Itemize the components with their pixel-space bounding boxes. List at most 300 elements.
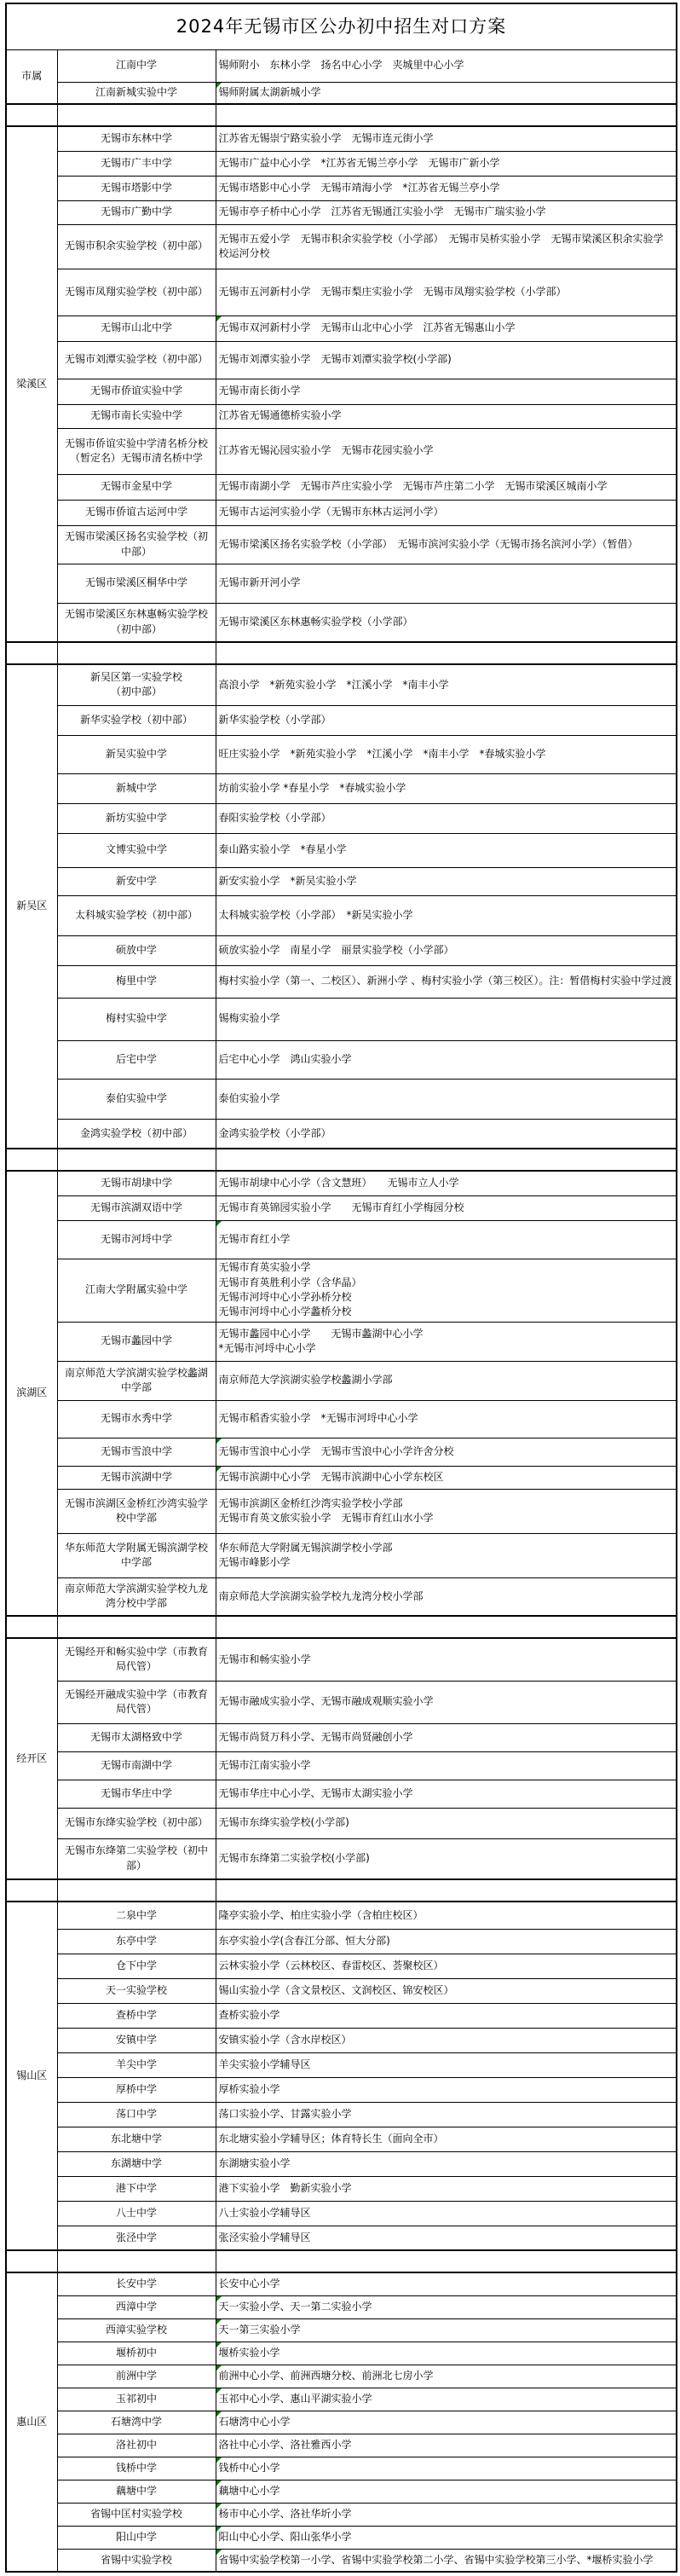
primary-school-list-line: 旺庄实验小学 *新苑实验小学 *江溪小学 *南丰小学 *春城实验小学: [218, 747, 546, 760]
middle-school-name: 安镇中学: [115, 2033, 157, 2046]
comment-marker-icon: [216, 2457, 222, 2463]
middle-school-name: 玉祁初中: [115, 2392, 157, 2405]
spacer-cell: [216, 1879, 677, 1902]
primary-schools-cell: [216, 2272, 677, 2295]
table-row: [6, 1119, 677, 1149]
primary-schools-cell: [216, 1780, 677, 1808]
spacer-cell: [6, 1149, 57, 1171]
primary-school-list-line: 无锡市雪浪中心小学 无锡市雪浪中心小学许舍分校: [218, 1444, 454, 1457]
middle-school-name: 无锡市梁溪区东林惠畅实验学校（初中部）: [64, 608, 208, 635]
middle-school-name: 太科城实验学校（初中部）: [74, 908, 198, 921]
primary-schools-cell: [216, 49, 677, 82]
primary-school-list-line: 长安中心小学: [218, 2278, 280, 2290]
primary-schools-cell: [216, 2226, 677, 2250]
primary-school-list-line: 江苏省无锡沁园实验小学 无锡市花园实验小学: [218, 444, 434, 457]
middle-school-cell: [57, 1361, 216, 1400]
table-row: [6, 1195, 677, 1220]
middle-school-cell: [57, 1838, 216, 1879]
table-row: [6, 2342, 677, 2365]
middle-school-name: 无锡市积余实验学校（初中部）: [64, 240, 208, 252]
middle-school-name: 金鸿实验学校（初中部）: [79, 1126, 193, 1139]
table-row: [6, 2102, 677, 2127]
primary-school-list-line: 八士实验小学辅导区: [218, 2206, 311, 2219]
table-row: [6, 1361, 677, 1400]
middle-school-name: 无锡市侨谊古运河中学: [84, 506, 187, 518]
primary-schools-cell: [216, 1723, 677, 1751]
primary-school-list-line: 无锡市滨湖中心小学 无锡市滨湖中心小学东校区: [218, 1470, 444, 1483]
table-row: [6, 803, 677, 833]
middle-school-name: （初中部）: [110, 686, 162, 698]
primary-school-list-line: *无锡市河埒中心小学: [218, 1342, 316, 1354]
table-row: [6, 664, 677, 705]
primary-schools-cell: [216, 867, 677, 895]
table-row: [6, 833, 677, 867]
middle-school-name: 长安中学: [115, 2278, 157, 2290]
middle-school-cell: [57, 2052, 216, 2077]
middle-school-name: 无锡市塔影中学: [100, 181, 172, 194]
middle-school-cell: [57, 1681, 216, 1723]
primary-schools-cell: [216, 1489, 677, 1533]
comment-marker-icon: [216, 1467, 222, 1472]
section-spacer-row: [6, 104, 677, 126]
primary-school-list-line: 无锡市河埒中心小学蠡桥分校: [218, 1305, 352, 1318]
table-row: [6, 998, 677, 1040]
primary-schools-cell: [216, 2176, 677, 2201]
primary-school-list-line: 金鸿实验学校（小学部）: [218, 1126, 331, 1139]
primary-school-list-line: 无锡市河埒中心小学孙桥分校: [218, 1291, 352, 1303]
primary-school-list-line: 无锡市五爱小学 无锡市积余实验学校（小学部） 无锡市吴桥实验小学 无锡市梁溪区积余实验学校运河分校: [218, 232, 664, 259]
middle-school-cell: [57, 2365, 216, 2388]
primary-school-list-line: 荡口实验小学、甘露实验小学: [218, 2107, 352, 2120]
primary-school-list-line: 硕放实验小学 南星小学 丽景实验学校（小学部）: [218, 943, 454, 956]
table-row: [6, 1171, 677, 1195]
table-row: [6, 200, 677, 224]
comment-marker-icon: [216, 2504, 222, 2509]
table-row: [6, 1638, 677, 1681]
table-row: [6, 1220, 677, 1259]
primary-schools-cell: [216, 200, 677, 224]
middle-school-cell: [57, 1040, 216, 1079]
primary-school-list-line: 锡山实验小学（含文景校区、文润校区、锦安校区）: [218, 1983, 454, 1996]
middle-school-cell: [57, 1220, 216, 1259]
middle-school-cell: [57, 1119, 216, 1149]
middle-school-name: 无锡市广丰中学: [100, 156, 172, 169]
table-row: [6, 1079, 677, 1119]
primary-school-list-line: 无锡市东绛第二实验学校(小学部): [218, 1852, 370, 1865]
primary-school-list-line: 无锡市和畅实验小学: [218, 1653, 311, 1665]
middle-school-cell: [57, 500, 216, 525]
middle-school-name: 天一实验学校: [105, 1983, 167, 1996]
primary-school-list-line: 羊尖实验小学辅导区: [218, 2058, 311, 2070]
middle-school-name: 八士中学: [115, 2206, 157, 2219]
middle-school-name: 无锡市南长实验中学: [89, 409, 182, 422]
primary-school-list-line: 无锡市南湖小学 无锡市芦庄实验小学 无锡市芦庄第二小学 无锡市梁溪区城南小学: [218, 480, 608, 493]
primary-school-list-line: 锡师附小 东林小学 扬名中心小学 夹城里中心小学: [218, 59, 464, 72]
primary-schools-cell: [216, 1751, 677, 1780]
middle-school-cell: [57, 833, 216, 867]
primary-school-list-line: 天一第三实验小学: [218, 2323, 301, 2336]
primary-schools-cell: [216, 2052, 677, 2077]
middle-school-name: 西漳实验学校: [105, 2323, 167, 2336]
middle-school-name: 无锡市河埒中学: [100, 1232, 172, 1245]
enrollment-table-body: [6, 3, 677, 2572]
table-row: [6, 1259, 677, 1322]
primary-school-list-line: 锡梅实验小学: [218, 1012, 280, 1025]
middle-school-cell: [57, 1751, 216, 1780]
middle-school-name: 无锡市胡埭中学: [100, 1177, 172, 1190]
table-row: [6, 525, 677, 564]
middle-school-name: 无锡市山北中学: [100, 321, 172, 334]
middle-school-cell: [57, 2318, 216, 2342]
middle-school-cell: [57, 126, 216, 151]
middle-school-cell: [57, 1808, 216, 1838]
middle-school-cell: [57, 2176, 216, 2201]
region-cell: 惠山区: [6, 2272, 57, 2572]
primary-schools-cell: [216, 2526, 677, 2549]
primary-schools-cell: [216, 315, 677, 341]
comment-marker-icon: [216, 2319, 222, 2324]
table-row: [6, 151, 677, 176]
primary-school-list-line: 南京师范大学滨湖实验学校九龙湾分校小学部: [218, 1589, 424, 1602]
middle-school-cell: [57, 269, 216, 315]
middle-school-name: 查桥中学: [115, 2008, 157, 2021]
comment-marker-icon: [216, 1221, 222, 1226]
spacer-cell: [57, 1879, 216, 1902]
middle-school-name: 东北塘中学: [110, 2132, 162, 2145]
table-row: [6, 341, 677, 379]
middle-school-cell: [57, 1171, 216, 1195]
middle-school-name: 无锡市滨湖中学: [100, 1470, 172, 1483]
section-spacer-row: [6, 1149, 677, 1171]
table-row: [6, 269, 677, 315]
middle-school-name: 新坊实验中学: [105, 811, 167, 824]
primary-schools-cell: [216, 1681, 677, 1723]
primary-schools-cell: [216, 2342, 677, 2365]
table-row: [6, 965, 677, 998]
primary-school-list-line: 无锡市塔影中心小学 无锡市靖海小学 *江苏省无锡兰亭小学: [218, 181, 500, 194]
comment-marker-icon: [216, 1439, 222, 1444]
middle-school-cell: [57, 2201, 216, 2226]
table-row: [6, 2295, 677, 2318]
middle-school-name: 硕放中学: [115, 943, 157, 956]
primary-school-list-line: 无锡市融成实验小学、无锡市融成观顺实验小学: [218, 1695, 434, 1708]
primary-school-list-line: 港下实验小学 勤新实验小学: [218, 2181, 352, 2194]
middle-school-cell: [57, 2127, 216, 2151]
comment-marker-icon: [216, 83, 222, 88]
primary-school-list-line: 玉祁中心小学、惠山平湖实验小学: [218, 2392, 372, 2405]
primary-schools-cell: [216, 705, 677, 735]
middle-school-name: 张泾中学: [115, 2231, 157, 2243]
spacer-cell: [216, 2250, 677, 2272]
middle-school-name: 后宅中学: [115, 1052, 157, 1065]
table-row: [6, 2365, 677, 2388]
primary-schools-cell: [216, 2077, 677, 2102]
middle-school-cell: [57, 2388, 216, 2411]
middle-school-name: 泰伯实验中学: [105, 1091, 167, 1104]
middle-school-cell: [57, 1466, 216, 1489]
primary-schools-cell: [216, 2411, 677, 2434]
middle-school-name: 无锡市华庄中学: [100, 1786, 172, 1799]
primary-school-list-line: 无锡市华庄中心小学、无锡市太湖实验小学: [218, 1786, 413, 1799]
primary-school-list-line: 高浪小学 *新苑实验小学 *江溪小学 *南丰小学: [218, 678, 449, 691]
middle-school-cell: [57, 428, 216, 474]
middle-school-cell: [57, 1780, 216, 1808]
section-spacer-row: [6, 2250, 677, 2272]
primary-schools-cell: [216, 1808, 677, 1838]
primary-schools-cell: [216, 1079, 677, 1119]
table-row: [6, 705, 677, 735]
middle-school-cell: [57, 1638, 216, 1681]
middle-school-cell: [57, 200, 216, 224]
table-row: [6, 500, 677, 525]
primary-school-list-line: 无锡市双河新村小学 无锡市山北中心小学 江苏省无锡惠山小学: [218, 321, 516, 334]
primary-schools-cell: [216, 564, 677, 603]
table-row: [6, 2526, 677, 2549]
comment-marker-icon: [216, 2550, 222, 2555]
middle-school-name: 文博实验中学: [105, 843, 167, 856]
primary-school-list-line: 后宅中心小学 鸿山实验小学: [218, 1052, 352, 1065]
primary-schools-cell: [216, 151, 677, 176]
table-row: [6, 2318, 677, 2342]
primary-schools-cell: [216, 1954, 677, 1978]
middle-school-cell: [57, 2226, 216, 2250]
primary-schools-cell: [216, 1171, 677, 1195]
region-cell: 梁溪区: [6, 126, 57, 642]
primary-school-list-line: 华东师范大学附属无锡滨湖学校小学部: [218, 1541, 393, 1554]
middle-school-cell: [57, 49, 216, 82]
table-row: [6, 2226, 677, 2250]
middle-school-name: 无锡市东林中学: [100, 132, 172, 145]
middle-school-cell: [57, 1929, 216, 1954]
primary-schools-cell: [216, 82, 677, 104]
primary-schools-cell: [216, 664, 677, 705]
middle-school-name: 省锡中匡村实验学校: [89, 2507, 182, 2520]
middle-school-name: 无锡市凤翔实验学校（初中部）: [64, 285, 208, 298]
table-row: [6, 1780, 677, 1808]
primary-school-list-line: 无锡市尚贤万科小学、无锡市尚贤融创小学: [218, 1730, 413, 1743]
table-row: [6, 176, 677, 200]
primary-schools-cell: [216, 2480, 677, 2503]
middle-school-cell: [57, 1322, 216, 1361]
spacer-cell: [216, 104, 677, 126]
middle-school-cell: [57, 315, 216, 341]
table-row: [6, 1954, 677, 1978]
middle-school-cell: [57, 2526, 216, 2549]
middle-school-cell: [57, 2295, 216, 2318]
primary-school-list-line: 无锡市江南实验小学: [218, 1758, 311, 1771]
primary-schools-cell: [216, 2503, 677, 2526]
spacer-cell: [57, 104, 216, 126]
primary-school-list-line: 无锡市滨湖区金桥红沙湾实验学校小学部: [218, 1496, 403, 1509]
table-row: [6, 2549, 677, 2572]
primary-schools-cell: [216, 1577, 677, 1616]
primary-school-list-line: 无锡市育英锦园实验小学 无锡市育红小学梅园分校: [218, 1201, 464, 1213]
primary-school-list-line: 无锡市育英文旅实验小学 无锡市育红山水小学: [218, 1512, 434, 1524]
table-row: [6, 2388, 677, 2411]
primary-schools-cell: [216, 1533, 677, 1577]
middle-school-name: 堰桥初中: [115, 2346, 157, 2359]
comment-marker-icon: [216, 2388, 222, 2394]
middle-school-name: 无锡市侨谊实验中学清名桥分校（暂定名）无锡市清名桥中学: [64, 437, 208, 464]
table-row: [6, 315, 677, 341]
middle-school-cell: [57, 2434, 216, 2457]
middle-school-name: 新安中学: [115, 874, 157, 887]
middle-school-cell: [57, 2411, 216, 2434]
table-row: [6, 2201, 677, 2226]
comment-marker-icon: [216, 2480, 222, 2486]
primary-schools-cell: [216, 2151, 677, 2176]
region-cell: 新吴区: [6, 664, 57, 1149]
middle-school-cell: [57, 176, 216, 200]
primary-school-list-line: 坊前实验小学 *春星小学 *春城实验小学: [218, 781, 406, 794]
primary-school-list-line: 江苏省无锡通德桥实验小学: [218, 409, 342, 422]
primary-school-list-line: 春阳实验学校（小学部）: [218, 811, 331, 824]
table-row: [6, 1808, 677, 1838]
spacer-cell: [6, 104, 57, 126]
middle-school-cell: [57, 2077, 216, 2102]
table-row: [6, 735, 677, 773]
primary-school-list-line: 南京师范大学滨湖实验学校蠡湖小学部: [218, 1374, 393, 1386]
middle-school-name: 华东师范大学附属无锡滨湖学校中学部: [64, 1541, 208, 1568]
primary-school-list-line: 无锡市峰影小学: [218, 1556, 291, 1568]
primary-schools-cell: [216, 1838, 677, 1879]
primary-schools-cell: [216, 341, 677, 379]
middle-school-cell: [57, 935, 216, 965]
primary-schools-cell: [216, 1400, 677, 1438]
spacer-cell: [6, 1879, 57, 1902]
section-spacer-row: [6, 642, 677, 664]
middle-school-name: 阳山中学: [115, 2530, 157, 2543]
middle-school-name: 西漳中学: [115, 2300, 157, 2313]
table-row: [6, 2127, 677, 2151]
table-row: [6, 1929, 677, 1954]
primary-school-list-line: 堰桥实验小学: [218, 2346, 280, 2359]
primary-school-list-line: 泰山路实验小学 *春星小学: [218, 843, 347, 856]
comment-marker-icon: [216, 2411, 222, 2417]
spacer-cell: [57, 1616, 216, 1638]
primary-schools-cell: [216, 2295, 677, 2318]
primary-schools-cell: [216, 965, 677, 998]
primary-school-list-line: 无锡市梁溪区东林惠畅实验学校（小学部）: [218, 616, 413, 628]
primary-schools-cell: [216, 1220, 677, 1259]
table-row: [6, 2480, 677, 2503]
primary-school-list-line: 无锡市亭子桥中心小学 江苏省无锡通江实验小学 无锡市广瑞实验小学: [218, 206, 546, 218]
primary-schools-cell: [216, 1902, 677, 1929]
primary-schools-cell: [216, 2102, 677, 2127]
middle-school-name: 无锡市梁溪区桐华中学: [84, 576, 187, 589]
middle-school-name: 梅里中学: [115, 975, 157, 987]
primary-schools-cell: [216, 2028, 677, 2052]
middle-school-name: 仓下中学: [115, 1959, 157, 1971]
table-row: [6, 1322, 677, 1361]
primary-school-list-line: 无锡市广益中心小学 *江苏省无锡兰亭小学 无锡市广新小学: [218, 156, 500, 169]
primary-schools-cell: [216, 1259, 677, 1322]
table-row: [6, 773, 677, 803]
primary-schools-cell: [216, 224, 677, 269]
middle-school-cell: [57, 379, 216, 404]
middle-school-name: 无锡市刘潭实验学校（初中部）: [64, 353, 208, 366]
middle-school-cell: [57, 404, 216, 428]
middle-school-name: 南京师范大学滨湖实验学校九龙湾分校中学部: [64, 1582, 208, 1610]
table-row: [6, 1466, 677, 1489]
primary-schools-cell: [216, 935, 677, 965]
primary-school-list-line: 无锡市南长街小学: [218, 385, 301, 397]
table-row: [6, 379, 677, 404]
primary-schools-cell: [216, 176, 677, 200]
table-row: [6, 1751, 677, 1780]
primary-schools-cell: [216, 404, 677, 428]
comment-marker-icon: [216, 2342, 222, 2347]
table-row: [6, 2272, 677, 2295]
primary-school-list-line: 无锡市育英胜利小学（含华晶）: [218, 1276, 362, 1288]
middle-school-name: 石塘湾中学: [110, 2415, 162, 2428]
primary-school-list-line: 无锡市古运河实验小学（无锡市东林古运河小学）: [218, 506, 444, 518]
middle-school-name: 新华实验学校（初中部）: [79, 713, 193, 726]
comment-marker-icon: [216, 316, 222, 321]
primary-school-list-line: 无锡市稻香实验小学 *无锡市河埒中心小学: [218, 1412, 418, 1425]
table-row: [6, 2151, 677, 2176]
table-row: [6, 2457, 677, 2480]
table-row: [6, 404, 677, 428]
primary-schools-cell: [216, 269, 677, 315]
middle-school-cell: [57, 2272, 216, 2295]
middle-school-name: 无锡市滨湖双语中学: [89, 1201, 182, 1213]
primary-schools-cell: [216, 1119, 677, 1149]
primary-school-list-line: 无锡市育英实验小学: [218, 1261, 311, 1274]
table-row: [6, 1681, 677, 1723]
primary-schools-cell: [216, 1929, 677, 1954]
primary-school-list-line: 太科城实验学校（小学部） *新吴实验小学: [218, 908, 413, 921]
middle-school-cell: [57, 224, 216, 269]
table-row: [6, 2411, 677, 2434]
table-row: [6, 224, 677, 269]
table-row: [6, 2028, 677, 2052]
table-row: [6, 935, 677, 965]
table-row: [6, 82, 677, 104]
primary-school-list-line: 无锡市五河新村小学 无锡市梨庄实验小学 无锡市凤翔实验学校（小学部）: [218, 285, 567, 298]
region-cell: 锡山区: [6, 1902, 57, 2250]
primary-school-list-line: 东湖塘实验小学: [218, 2156, 291, 2169]
spacer-cell: [216, 1149, 677, 1171]
middle-school-name: 无锡市东绛第二实验学校（初中部）: [64, 1844, 208, 1872]
middle-school-cell: [57, 803, 216, 833]
middle-school-name: 藕塘中学: [115, 2484, 157, 2497]
primary-school-list-line: 锡师附属太湖新城小学: [218, 86, 321, 99]
primary-school-list-line: 无锡市育红小学: [218, 1232, 291, 1245]
primary-school-list-line: 隆亭实验小学、柏庄实验小学（含柏庄校区）: [218, 1908, 424, 1921]
middle-school-cell: [57, 603, 216, 642]
spacer-cell: [57, 642, 216, 664]
title-row: [6, 3, 677, 49]
primary-schools-cell: [216, 803, 677, 833]
region-cell: 滨湖区: [6, 1171, 57, 1616]
middle-school-cell: [57, 664, 216, 705]
middle-school-cell: [57, 1902, 216, 1929]
primary-schools-cell: [216, 379, 677, 404]
table-row: [6, 1438, 677, 1466]
table-row: [6, 564, 677, 603]
primary-schools-cell: [216, 735, 677, 773]
middle-school-name: 无锡市滨湖区金桥红沙湾实验学校中学部: [64, 1496, 208, 1524]
enrollment-table: [5, 3, 677, 2573]
middle-school-cell: [57, 735, 216, 773]
middle-school-cell: [57, 82, 216, 104]
primary-school-list-line: 新华实验学校（小学部）: [218, 713, 331, 726]
middle-school-cell: [57, 2151, 216, 2176]
spacer-cell: [57, 1149, 216, 1171]
middle-school-cell: [57, 2503, 216, 2526]
middle-school-name: 梅村实验中学: [105, 1012, 167, 1025]
